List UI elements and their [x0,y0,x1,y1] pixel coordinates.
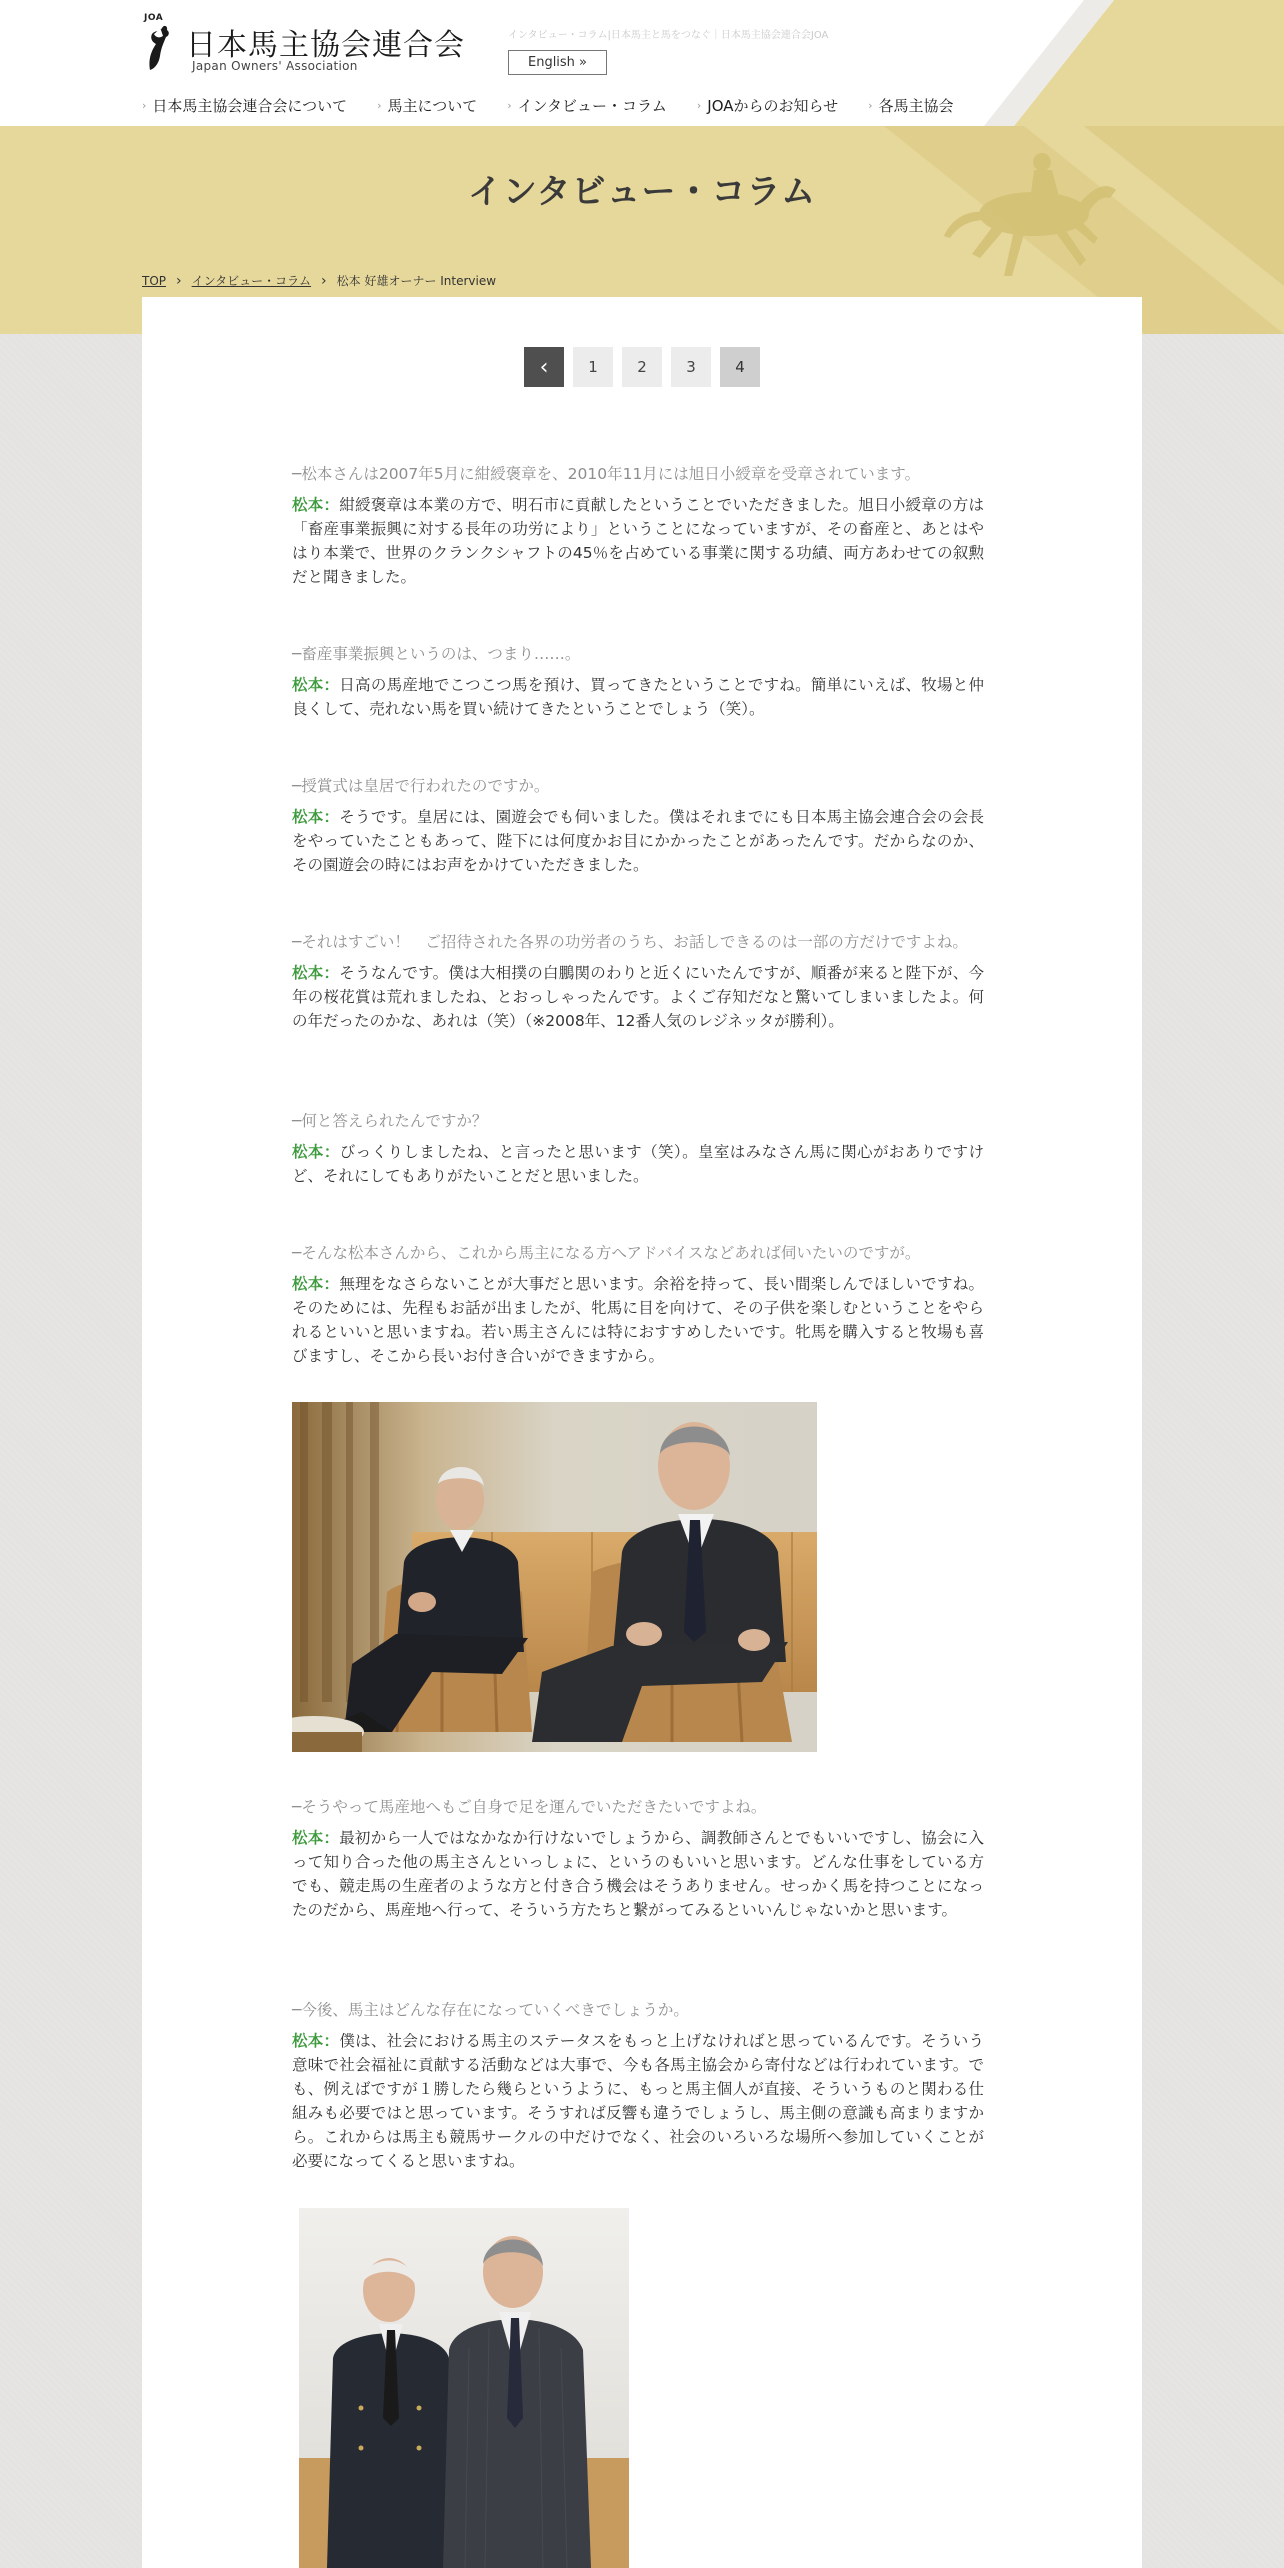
speaker-label: 松本： [292,808,340,826]
site-logo[interactable] [142,12,465,74]
qa-block [292,774,984,877]
answer-text [292,673,984,721]
speaker-label: 松本： [292,1275,340,1293]
nav-item-label: インタビュー・コラム [517,97,667,115]
chevron-right-icon: › [321,272,327,289]
logo-horse-icon [142,12,174,72]
header-decoration [984,0,1284,126]
pager-page-1[interactable]: 1 [573,347,613,387]
pager-page-2[interactable]: 2 [622,347,662,387]
site-header [0,0,1284,126]
page-title: インタビュー・コラム [467,172,817,212]
standing-portrait-image [299,2208,629,2568]
nav-item-about-joa[interactable] [142,95,347,116]
pager-prev-button[interactable]: ‹ [524,347,564,387]
question-text: ─そうやって馬産地へもご自身で足を運んでいただきたいですよね。 [292,1798,767,1816]
answer-text [292,961,984,1033]
speaker-label: 松本： [292,676,340,694]
speaker-label: 松本： [292,496,340,514]
seated-interview-image [292,1402,817,1752]
answer-text [292,1272,984,1368]
answer-body: 無理をなさらないことが大事だと思います。余裕を持って、長い間楽しんでほしいですね。そのためには、先程もお話が出ましたが、牝馬に目を向けて、その子供を楽しむということをやられるといいと思いますね。若い馬主さんには特におすすめしたいです。牝馬を購入すると牧場も喜びますし、そこから長いお付き合いができますから。 [292,1275,984,1365]
question-text: ─何と答えられたんですか？ [292,1112,488,1130]
pager-page-3[interactable]: 3 [671,347,711,387]
answer-body: そうです。皇居には、園遊会でも伺いました。僕はそれまでにも日本馬主協会連合会の会長をやっていたこともあって、陛下には何度かお目にかかったことがあったんです。だからなのか、その園遊会の時にはお声をかけていただきました。 [292,808,984,874]
nav-item-interview-column[interactable] [507,95,667,116]
chevron-right-icon: › [868,99,873,112]
answer-text [292,1826,984,1922]
answer-text [292,1140,984,1188]
article-card [142,297,1142,2568]
nav-item-label: JOAからのお知らせ [707,97,839,115]
answer-body: 紺綬褒章は本業の方で、明石市に貢献したということでいただきました。旭日小綬章の方は「畜産事業振興に対する長年の功労により」ということになっていますが、その畜産と、あとはやはり本業で、世界のクランクシャフトの45％を占めている事業に関する功績、両方あわせての叙勲だと聞きました。 [292,496,984,586]
pagination [524,347,760,387]
qa-block [292,462,984,589]
logo-japanese-name: 日本馬主協会連合会 [186,28,465,63]
chevron-right-icon: › [377,99,382,112]
speaker-label: 松本： [292,1829,340,1847]
answer-body: 最初から一人ではなかなか行けないでしょうから、調教師さんとでもいいですし、協会に入って知り合った他の馬主さんといっしょに、というのもいいと思います。どんな仕事をしている方でも、競走馬の生産者のような方と付き合う機会はそうありません。せっかく馬を持つことになったのだから、馬産地へ行って、そういう方たちと繋がってみるといいんじゃないかと思います。 [292,1829,984,1919]
chevron-right-icon: › [696,99,702,112]
answer-body: そうなんです。僕は大相撲の白鵬関のわりと近くにいたんですが、順番が来ると陛下が、今年の桜花賞は荒れましたね、とおっしゃったんです。よくご存知だなと驚いてしまいましたよ。何の年だったのかな、あれは（笑）（※2008年、12番人気のレジネッタが勝利）。 [292,964,984,1030]
speaker-label: 松本： [292,2032,340,2050]
breadcrumb-current: 松本 好雄オーナー Interview [336,274,497,288]
qa-block [292,1795,984,1922]
question-text: ─今後、馬主はどんな存在になっていくべきでしょうか。 [292,2001,689,2019]
speaker-label: 松本： [292,1143,340,1161]
qa-block [292,1109,984,1188]
answer-text [292,2029,984,2173]
pager-page-4-current[interactable]: 4 [720,347,760,387]
nav-item-news[interactable] [697,95,838,116]
answer-text [292,805,984,877]
breadcrumb-top-link[interactable]: TOP [142,273,167,288]
nav-item-label: 日本馬主協会連合会について [152,97,348,115]
nav-item-associations[interactable] [868,95,953,116]
photo-seated-interview [292,1402,817,1752]
qa-block [292,1998,984,2173]
question-text: ─そんな松本さんから、これから馬主になる方へアドバイスなどあれば伺いたいのですが。 [292,1244,921,1262]
chevron-right-icon: › [142,99,147,112]
english-button[interactable]: English » [508,50,607,75]
answer-text [292,493,984,589]
nav-item-label: 馬主について [387,97,478,115]
question-text: ─松本さんは2007年5月に紺綬褒章を、2010年11月には旭日小綬章を受章されています。 [292,465,921,483]
speaker-label: 松本： [292,964,340,982]
global-nav [142,95,984,116]
qa-block [292,642,984,721]
question-text: ─畜産事業振興というのは、つまり……。 [292,645,581,663]
qa-block [292,930,984,1033]
chevron-right-icon: › [176,272,182,289]
answer-body: 日高の馬産地でこつこつ馬を預け、買ってきたということですね。簡単にいえば、牧場と仲良くして、売れない馬を買い続けてきたということでしょう（笑）。 [292,676,984,718]
question-text: ─それはすごい！ ご招待された各界の功労者のうち、お話しできるのは一部の方だけですよね。 [292,933,968,951]
site-description: インタビュー・コラム|日本馬主と馬をつなぐ｜日本馬主協会連合会JOA [508,30,829,41]
photo-standing-portrait [299,2208,629,2568]
nav-item-about-owners[interactable] [377,95,477,116]
question-text: ─授賞式は皇居で行われたのですか。 [292,777,550,795]
logo-joa-text: JOA [144,13,164,23]
breadcrumb [142,272,496,289]
answer-body: 僕は、社会における馬主のステータスをもっと上げなければと思っているんです。そういう意味で社会福祉に貢献する活動などは大事で、今も各馬主協会から寄付などは行われています。でも、例えばですが１勝したら幾らというように、もっと馬主個人が直接、そういうものと関わる仕組みも必要ではと思っています。そうすれば反響も違うでしょうし、馬主側の意識も高まりますから。これからは馬主も競馬サークルの中だけでなく、社会のいろいろな場所へ参加していくことが必要になってくると思いますね。 [292,2032,984,2170]
breadcrumb-section-link[interactable]: インタビュー・コラム [191,274,312,288]
nav-item-label: 各馬主協会 [878,97,954,115]
chevron-right-icon: › [507,99,512,112]
logo-english-name: Japan Owners' Association [192,59,358,73]
qa-block [292,1241,984,1368]
answer-body: びっくりしましたね、と言ったと思います（笑）。皇室はみなさん馬に関心がおありですけど、それにしてもありがたいことだと思いました。 [292,1143,984,1185]
